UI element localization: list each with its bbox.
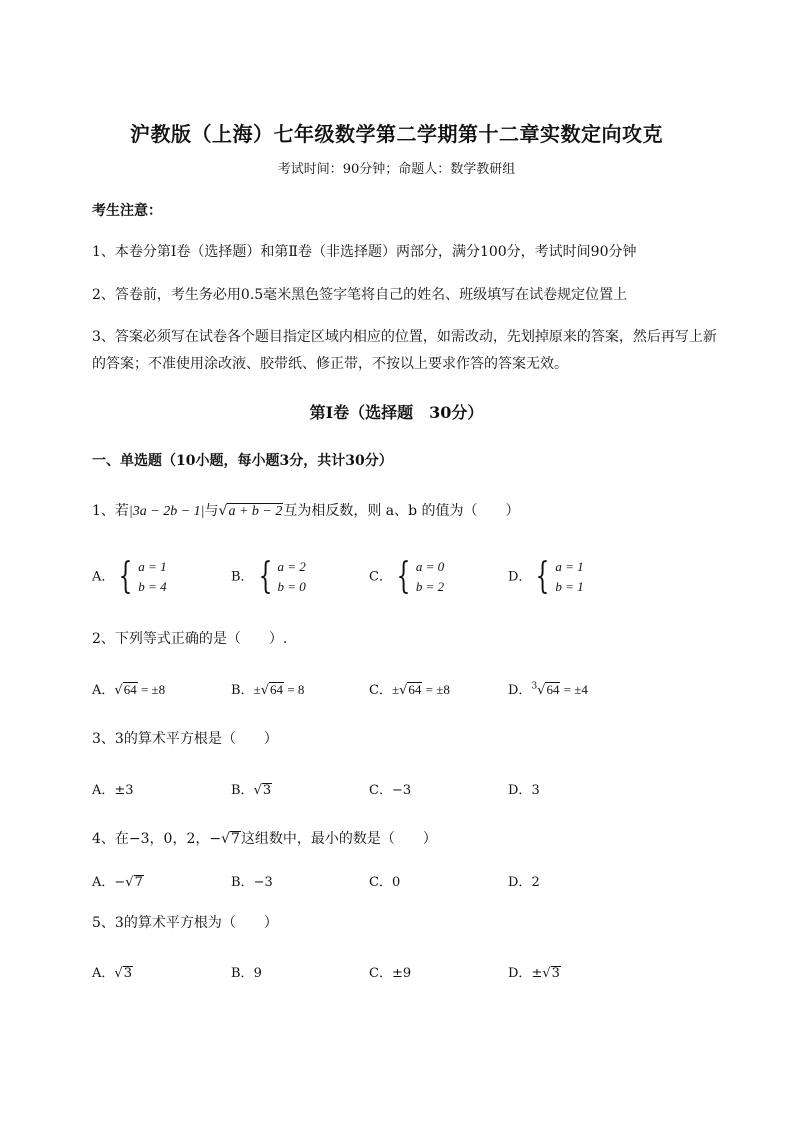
option-text: ±9 [391,966,412,981]
sqrt-symbol: √64 [114,682,137,698]
q1-mid: 与 [204,503,219,519]
option-letter: A． [92,683,115,698]
notice-item-1: 1、本卷分第I卷（选择题）和第Ⅱ卷（非选择题）两部分，满分100分，考试时间90分钟 [92,244,637,260]
option-letter: A． [92,875,115,890]
system-line-2: b = 1 [555,579,584,594]
sqrt-symbol: √7 [125,875,143,890]
notice-item-2: 2、答卷前，考生务必用0.5毫米黑色签字笔将自己的姓名、班级填写在试卷规定位置上 [92,287,628,303]
notice-item-3: 3、答案必须写在试卷各个题目指定区域内相应的位置，如需改动，先划掉原来的答案，然后再写上新 [92,329,717,345]
option-text: −3 [391,783,412,798]
option-letter: C． [369,569,392,585]
option-letter: A． [92,966,115,981]
document-title: 沪教版（上海）七年级数学第二学期第十二章实数定向攻克 [130,122,663,146]
option-letter: B． [231,683,254,698]
option-letter: B． [231,783,254,798]
option-suffix: = ±8 [422,682,450,697]
q1-sqrt: √a + b − 2 [218,503,283,519]
option-text: 2 [531,875,540,890]
option-prefix: ± [531,966,543,981]
document-subtitle: 考试时间：90分钟；命题人：数学教研组 [277,162,516,177]
system-line-1: a = 1 [138,559,167,574]
option-letter: D． [508,783,532,798]
q1-option-a[interactable]: A． { a = 1 b = 4 [92,556,167,597]
sqrt-symbol: √3 [114,966,132,981]
q1-radicand: a + b − 2 [228,504,283,519]
q2-option-a[interactable] [92,679,165,698]
part-title: 一、单选题（10小题，每小题3分，共计30分） [92,453,393,469]
radicand: 7 [231,831,240,847]
radicand: 3 [123,966,132,981]
q4-stem-post: 这组数中，最小的数是（ ） [240,831,437,847]
q2-option-b[interactable] [231,679,304,698]
section-title: 第I卷（选择题 30分） [309,403,484,422]
q4-option-b[interactable] [231,871,273,890]
q5-option-b[interactable] [231,962,262,981]
question-4-stem [92,828,437,848]
option-letter: B． [231,875,254,890]
option-letter: D． [508,569,532,585]
q2-option-c[interactable] [369,679,450,698]
q4-stem-pre: 4、在−3，0，2，− [92,831,222,847]
option-text: 9 [253,966,262,981]
radicand: 64 [546,682,560,697]
notice-item-3-cont: 的答案；不准使用涂改液、胶带纸、修正带，不按以上要求作答的答案无效。 [92,356,568,372]
system-line-2: b = 2 [415,579,445,594]
option-letter: B． [231,569,254,585]
sqrt-symbol: √64 [399,682,422,698]
q4-option-c[interactable] [369,871,400,890]
option-letter: C． [369,875,392,890]
question-1-stem [92,500,520,520]
option-letter: A． [92,783,115,798]
option-letter: D． [508,683,532,698]
option-text: 3 [531,783,540,798]
q1-abs-expression: |3a − 2b − 1| [128,504,205,519]
q1-option-d[interactable]: D． { a = 1 b = 1 [508,556,584,597]
q1-prefix: 1、若 [92,503,129,519]
question-5-stem: 5、3的算术平方根为（ ） [92,915,278,931]
option-prefix: ± [253,682,261,697]
option-letter: B． [231,966,254,981]
system-line-2: b = 0 [277,579,306,594]
radicand: 3 [262,783,272,798]
option-letter: C． [369,683,392,698]
radicand: 64 [270,682,283,697]
option-suffix: = ±4 [560,682,588,697]
option-text: ±3 [114,783,134,798]
cbrt-symbol: √64 [537,682,560,698]
q1-option-c[interactable]: C． { a = 0 b = 2 [369,556,445,597]
sqrt-symbol: √3 [253,783,272,798]
sqrt-symbol: √3 [542,966,560,981]
q2-option-d[interactable] [508,679,588,698]
option-letter: A． [92,569,115,585]
system-line-1: a = 2 [277,559,306,574]
sqrt-symbol: √64 [260,682,283,698]
option-prefix: − [114,875,126,890]
q4-option-a[interactable] [92,871,144,890]
system-line-1: a = 1 [555,559,584,574]
option-text: −3 [253,875,273,890]
q5-option-d[interactable] [508,962,561,981]
q3-option-a[interactable] [92,779,134,798]
radicand: 64 [408,682,422,697]
question-2-stem: 2、下列等式正确的是（ ）. [92,631,288,647]
notice-heading: 考生注意： [92,203,162,219]
system-line-1: a = 0 [415,559,445,574]
option-suffix: = 8 [284,682,305,697]
option-letter: D． [508,966,532,981]
q5-option-c[interactable] [369,962,411,981]
radicand: 7 [134,875,143,890]
radicand: 64 [123,682,137,697]
q5-option-a[interactable] [92,962,133,981]
q3-option-d[interactable] [508,779,540,798]
q3-option-c[interactable] [369,779,411,798]
option-suffix: = ±8 [137,682,166,697]
sqrt-symbol: √7 [221,831,240,847]
option-letter: D． [508,875,532,890]
q1-option-b[interactable]: B． { a = 2 b = 0 [231,556,306,597]
option-letter: C． [369,966,392,981]
option-letter: C． [369,783,392,798]
q1-suffix: 互为相反数，则 a、b 的值为（ ） [283,503,520,519]
q3-option-b[interactable] [231,779,272,798]
question-3-stem: 3、3的算术平方根是（ ） [92,731,278,747]
system-line-2: b = 4 [138,579,167,594]
q4-option-d[interactable] [508,871,540,890]
option-text: 0 [391,875,401,890]
root-index: 3 [531,681,538,692]
radicand: 3 [551,966,560,981]
option-prefix: ± [391,682,400,697]
